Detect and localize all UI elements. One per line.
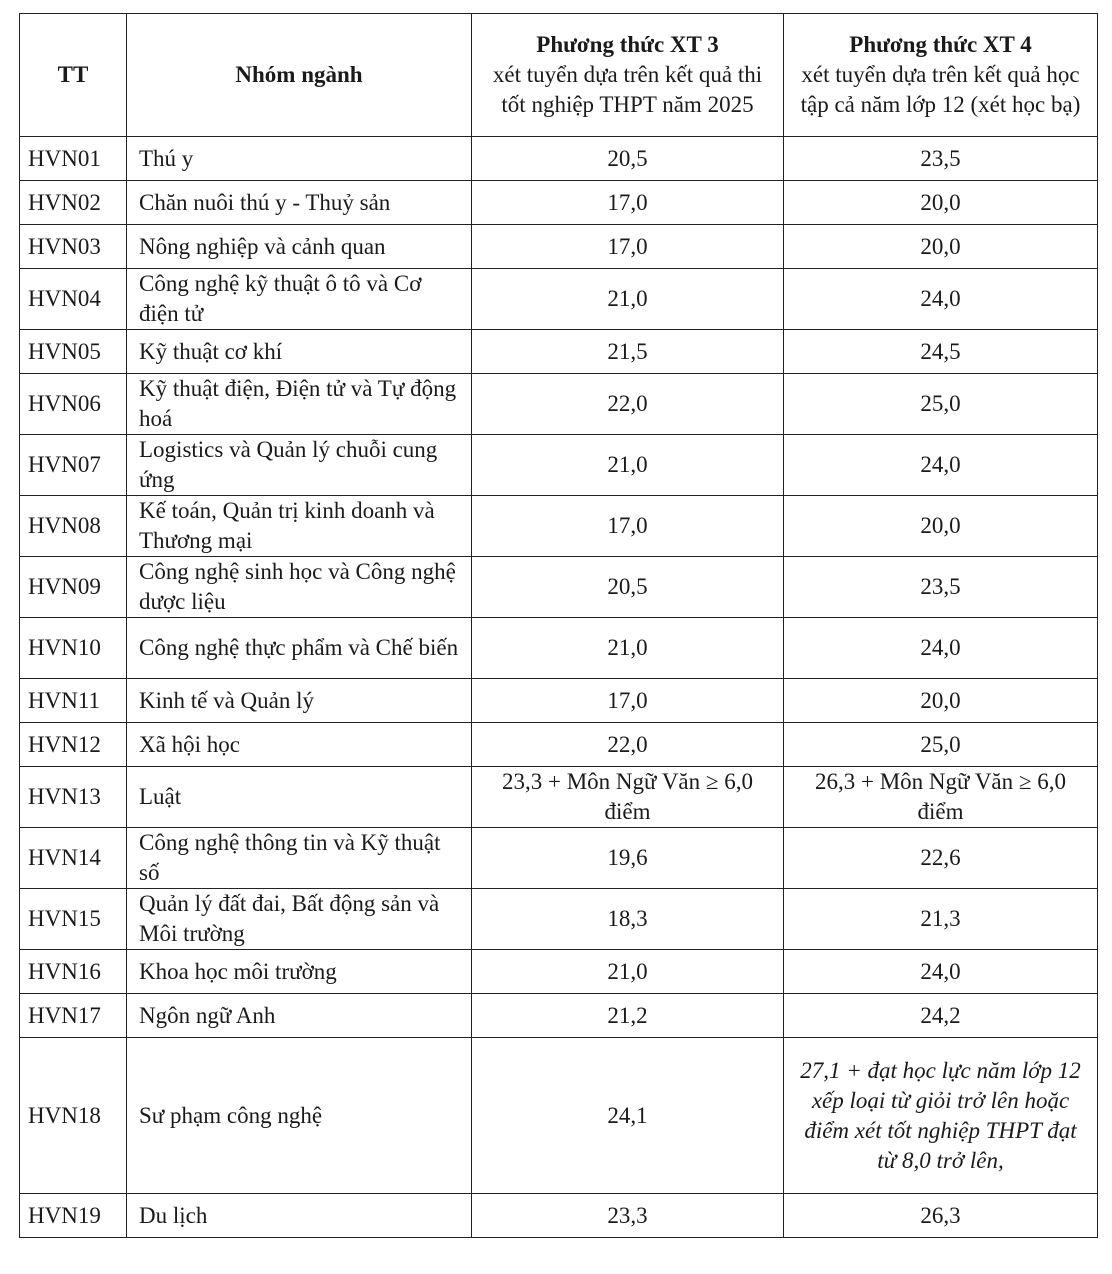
row-group-name: Khoa học môi trường — [127, 950, 472, 994]
row-group-name: Luật — [127, 767, 472, 828]
row-score-method-4: 22,6 — [784, 828, 1098, 889]
row-score-method-3: 22,0 — [472, 374, 784, 435]
row-code: HVN08 — [20, 496, 127, 557]
row-score-method-3: 23,3 — [472, 1194, 784, 1238]
header-tt: TT — [20, 14, 127, 137]
row-code: HVN06 — [20, 374, 127, 435]
row-score-method-4: 26,3 + Môn Ngữ Văn ≥ 6,0 điểm — [784, 767, 1098, 828]
row-code: HVN16 — [20, 950, 127, 994]
row-group-name: Công nghệ kỹ thuật ô tô và Cơ điện tử — [127, 269, 472, 330]
row-score-method-4: 23,5 — [784, 137, 1098, 181]
row-score-method-3: 21,0 — [472, 435, 784, 496]
row-score-method-3: 22,0 — [472, 723, 784, 767]
row-group-name: Kỹ thuật cơ khí — [127, 330, 472, 374]
row-group-name: Quản lý đất đai, Bất động sản và Môi trường — [127, 889, 472, 950]
row-score-method-3: 17,0 — [472, 225, 784, 269]
row-code: HVN13 — [20, 767, 127, 828]
header-method-4-desc: xét tuyển dựa trên kết quả học tập cả năm lớp 12 (xét học bạ) — [800, 62, 1081, 117]
table-row — [20, 330, 1098, 374]
row-group-name: Công nghệ sinh học và Công nghệ dược liệu — [127, 557, 472, 618]
header-method-3-title: Phương thức XT 3 — [536, 32, 719, 57]
row-score-method-4: 27,1 + đạt học lực năm lớp 12 xếp loại từ giỏi trở lên hoặc điểm xét tốt nghiệp THPT đạt từ 8,0 trở lên, — [784, 1038, 1098, 1194]
row-score-method-4: 25,0 — [784, 723, 1098, 767]
table-row — [20, 1038, 1098, 1194]
row-score-method-3: 23,3 + Môn Ngữ Văn ≥ 6,0 điểm — [472, 767, 784, 828]
table-row — [20, 828, 1098, 889]
row-group-name: Kinh tế và Quản lý — [127, 679, 472, 723]
row-code: HVN15 — [20, 889, 127, 950]
row-code: HVN02 — [20, 181, 127, 225]
row-score-method-3: 18,3 — [472, 889, 784, 950]
row-code: HVN07 — [20, 435, 127, 496]
table-row — [20, 618, 1098, 679]
row-code: HVN11 — [20, 679, 127, 723]
header-group: Nhóm ngành — [127, 14, 472, 137]
table-row — [20, 181, 1098, 225]
row-score-method-3: 20,5 — [472, 137, 784, 181]
row-group-name: Công nghệ thông tin và Kỹ thuật số — [127, 828, 472, 889]
row-score-method-4: 20,0 — [784, 496, 1098, 557]
row-code: HVN18 — [20, 1038, 127, 1194]
row-group-name: Xã hội học — [127, 723, 472, 767]
row-score-method-3: 17,0 — [472, 181, 784, 225]
row-code: HVN05 — [20, 330, 127, 374]
row-score-method-4: 20,0 — [784, 679, 1098, 723]
table-row — [20, 994, 1098, 1038]
table-body — [20, 137, 1098, 1238]
table-row — [20, 889, 1098, 950]
row-group-name: Sư phạm công nghệ — [127, 1038, 472, 1194]
row-code: HVN17 — [20, 994, 127, 1038]
row-score-method-4: 21,3 — [784, 889, 1098, 950]
table-row — [20, 767, 1098, 828]
row-score-method-4: 20,0 — [784, 225, 1098, 269]
row-group-name: Du lịch — [127, 1194, 472, 1238]
table-row — [20, 137, 1098, 181]
row-code: HVN19 — [20, 1194, 127, 1238]
row-score-method-3: 21,0 — [472, 269, 784, 330]
row-score-method-4: 24,5 — [784, 330, 1098, 374]
row-code: HVN12 — [20, 723, 127, 767]
admission-scores-table — [19, 13, 1098, 1238]
table-row — [20, 374, 1098, 435]
row-score-method-4: 24,0 — [784, 435, 1098, 496]
table-row — [20, 435, 1098, 496]
row-group-name: Thú y — [127, 137, 472, 181]
row-group-name: Nông nghiệp và cảnh quan — [127, 225, 472, 269]
row-score-method-3: 21,5 — [472, 330, 784, 374]
header-method-3-desc: xét tuyển dựa trên kết quả thi tốt nghiệp THPT năm 2025 — [492, 62, 763, 117]
table-row — [20, 679, 1098, 723]
row-score-method-3: 21,0 — [472, 618, 784, 679]
row-group-name: Logistics và Quản lý chuỗi cung ứng — [127, 435, 472, 496]
table-row — [20, 950, 1098, 994]
row-score-method-4: 25,0 — [784, 374, 1098, 435]
row-group-name: Chăn nuôi thú y - Thuỷ sản — [127, 181, 472, 225]
row-group-name: Công nghệ thực phẩm và Chế biến — [127, 618, 472, 679]
row-code: HVN01 — [20, 137, 127, 181]
header-method-4 — [784, 14, 1098, 137]
row-score-method-3: 21,2 — [472, 994, 784, 1038]
row-score-method-4: 24,0 — [784, 950, 1098, 994]
row-score-method-3: 20,5 — [472, 557, 784, 618]
row-code: HVN14 — [20, 828, 127, 889]
row-score-method-4: 20,0 — [784, 181, 1098, 225]
row-score-method-4: 24,2 — [784, 994, 1098, 1038]
row-code: HVN03 — [20, 225, 127, 269]
table-row — [20, 557, 1098, 618]
row-code: HVN09 — [20, 557, 127, 618]
row-score-method-3: 19,6 — [472, 828, 784, 889]
row-group-name: Kế toán, Quản trị kinh doanh và Thương mại — [127, 496, 472, 557]
header-row — [20, 14, 1098, 137]
row-code: HVN10 — [20, 618, 127, 679]
row-score-method-4: 23,5 — [784, 557, 1098, 618]
row-score-method-3: 17,0 — [472, 496, 784, 557]
row-score-method-3: 24,1 — [472, 1038, 784, 1194]
row-score-method-4: 24,0 — [784, 618, 1098, 679]
row-score-method-4: 24,0 — [784, 269, 1098, 330]
header-method-4-title: Phương thức XT 4 — [849, 32, 1032, 57]
row-code: HVN04 — [20, 269, 127, 330]
header-method-3 — [472, 14, 784, 137]
table-row — [20, 496, 1098, 557]
row-group-name: Ngôn ngữ Anh — [127, 994, 472, 1038]
table-row — [20, 225, 1098, 269]
table-row — [20, 1194, 1098, 1238]
row-score-method-3: 21,0 — [472, 950, 784, 994]
row-score-method-3: 17,0 — [472, 679, 784, 723]
table-row — [20, 269, 1098, 330]
table-row — [20, 723, 1098, 767]
row-group-name: Kỹ thuật điện, Điện tử và Tự động hoá — [127, 374, 472, 435]
row-score-method-4: 26,3 — [784, 1194, 1098, 1238]
